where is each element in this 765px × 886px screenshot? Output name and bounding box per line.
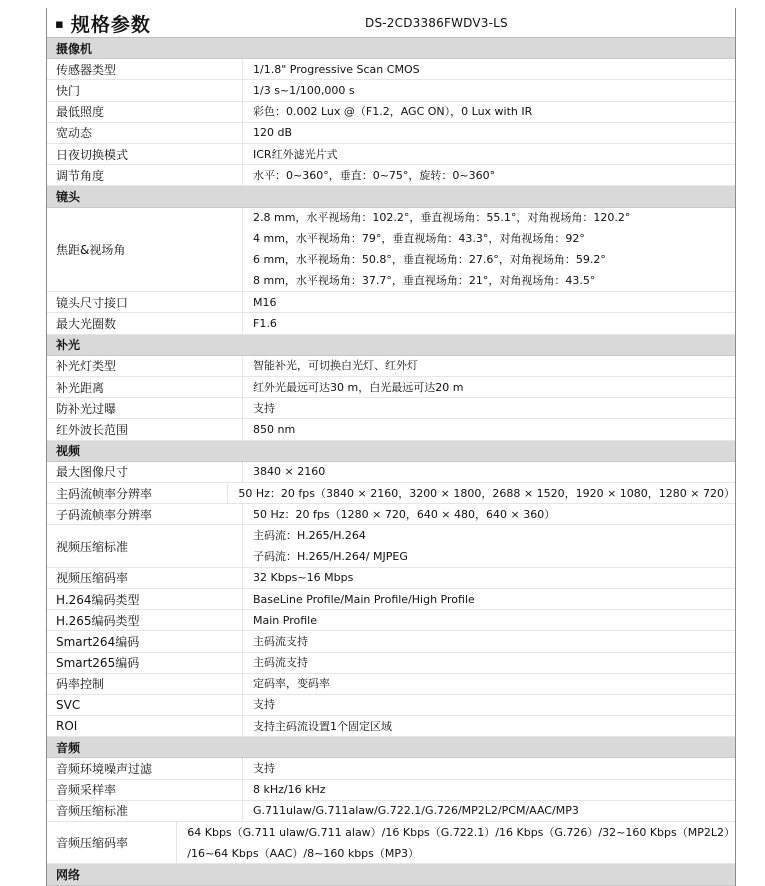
- spec-value: [243, 695, 735, 715]
- spec-row: [47, 208, 735, 293]
- page-title-text: 规格参数: [70, 14, 151, 36]
- spec-row: [47, 80, 735, 101]
- spec-label: 传感器类型: [47, 59, 243, 79]
- spec-value-line: 4 mm，水平视场角：79°，垂直视场角：43.3°，对角视场角：92°: [253, 232, 585, 246]
- spec-row: [47, 589, 735, 610]
- spec-value: [243, 313, 735, 333]
- spec-value: [243, 525, 735, 566]
- spec-value: [243, 801, 735, 821]
- spec-row: [47, 123, 735, 144]
- spec-row: [47, 653, 735, 674]
- spec-value: [243, 398, 735, 418]
- spec-value: [243, 208, 735, 292]
- bullet-icon: ▪: [55, 17, 65, 32]
- spec-row: [47, 292, 735, 313]
- spec-value: [243, 292, 735, 312]
- spec-value: [243, 123, 735, 143]
- spec-label: Smart264编码: [47, 631, 243, 651]
- spec-label: 音频压缩标准: [47, 801, 243, 821]
- spec-value: [243, 462, 735, 482]
- spec-value: [243, 144, 735, 164]
- spec-value-line: 50 Hz：20 fps（3840 × 2160，3200 × 1800，2688 × 1520，1920 × 1080，1280 × 720）: [238, 486, 735, 500]
- spec-label: 子码流帧率分辨率: [47, 504, 243, 524]
- spec-value-line: 32 Kbps~16 Mbps: [253, 571, 354, 585]
- spec-value-line: 支持: [253, 698, 275, 712]
- spec-label: 补光灯类型: [47, 356, 243, 376]
- spec-value-line: ICR红外滤光片式: [253, 147, 338, 161]
- section-header: 摄像机: [47, 38, 735, 59]
- spec-row: [47, 462, 735, 483]
- spec-row: [47, 165, 735, 186]
- spec-label: 快门: [47, 80, 243, 100]
- model-number: DS-2CD3386FWDV3-LS: [365, 16, 508, 30]
- spec-row: [47, 695, 735, 716]
- spec-label: 视频压缩码率: [47, 568, 243, 588]
- spec-label: 音频环境噪声过滤: [47, 758, 243, 778]
- spec-row: [47, 419, 735, 440]
- spec-label: 调节角度: [47, 165, 243, 185]
- spec-value-line: 1/3 s~1/100,000 s: [253, 83, 355, 97]
- spec-label: ROI: [47, 716, 243, 736]
- spec-label: 补光距离: [47, 377, 243, 397]
- section-header: 镜头: [47, 186, 735, 207]
- spec-label: 宽动态: [47, 123, 243, 143]
- spec-label: SVC: [47, 695, 243, 715]
- spec-value-line: 64 Kbps（G.711 ulaw/G.711 alaw）/16 Kbps（G.722.1）/16 Kbps（G.726）/32~160 Kbps（MP2L2）: [187, 825, 735, 839]
- spec-row: [47, 377, 735, 398]
- spec-value-line: Main Profile: [253, 613, 317, 627]
- spec-value-line: 支持: [253, 401, 275, 415]
- spec-table: [47, 38, 735, 886]
- spec-value-line: 子码流：H.265/H.264/ MJPEG: [253, 550, 408, 564]
- spec-value-line: /16~64 Kbps（AAC）/8~160 kbps（MP3）: [187, 846, 420, 860]
- spec-value: [243, 165, 735, 185]
- spec-row: [47, 631, 735, 652]
- spec-label: 音频压缩码率: [47, 822, 177, 863]
- spec-value-line: G.711ulaw/G.711alaw/G.722.1/G.726/MP2L2/PCM/AAC/MP3: [253, 804, 579, 818]
- spec-row: [47, 398, 735, 419]
- spec-value-line: 50 Hz：20 fps（1280 × 720，640 × 480，640 × 360）: [253, 507, 556, 521]
- spec-label: 镜头尺寸接口: [47, 292, 243, 312]
- spec-value: [243, 59, 735, 79]
- spec-value-line: 3840 × 2160: [253, 465, 326, 479]
- spec-row: [47, 102, 735, 123]
- spec-value-line: 定码率，变码率: [253, 677, 330, 691]
- spec-value-line: M16: [253, 295, 277, 309]
- spec-label: 焦距&视场角: [47, 208, 243, 292]
- spec-value-line: BaseLine Profile/Main Profile/High Profile: [253, 592, 475, 606]
- spec-row: [47, 483, 735, 504]
- spec-value: [243, 653, 735, 673]
- spec-value: [243, 589, 735, 609]
- spec-row: [47, 59, 735, 80]
- spec-value-line: 6 mm，水平视场角：50.8°，垂直视场角：27.6°，对角视场角：59.2°: [253, 253, 606, 267]
- spec-value: [243, 758, 735, 778]
- spec-value-line: 支持: [253, 762, 275, 776]
- spec-value-line: 120 dB: [253, 126, 293, 140]
- spec-row: [47, 674, 735, 695]
- spec-value: [243, 419, 735, 439]
- spec-value: [228, 483, 735, 503]
- spec-value-line: 智能补光，可切换白光灯、红外灯: [253, 359, 418, 373]
- spec-label: H.264编码类型: [47, 589, 243, 609]
- spec-value: [243, 568, 735, 588]
- spec-row: [47, 801, 735, 822]
- spec-value: [243, 80, 735, 100]
- section-header: 网络: [47, 864, 735, 885]
- spec-value: [243, 780, 735, 800]
- spec-header: [47, 8, 735, 38]
- spec-value-line: 2.8 mm，水平视场角：102.2°，垂直视场角：55.1°，对角视场角：120.2°: [253, 211, 631, 225]
- spec-value-line: 8 kHz/16 kHz: [253, 783, 326, 797]
- section-header: 补光: [47, 335, 735, 356]
- spec-row: [47, 356, 735, 377]
- spec-value: [243, 377, 735, 397]
- spec-row: [47, 822, 735, 864]
- spec-label: 最大图像尺寸: [47, 462, 243, 482]
- spec-row: [47, 504, 735, 525]
- spec-label: 日夜切换模式: [47, 144, 243, 164]
- spec-value-line: 1/1.8" Progressive Scan CMOS: [253, 62, 420, 76]
- spec-value-line: 红外光最远可达30 m，白光最远可达20 m: [253, 380, 464, 394]
- spec-row: [47, 568, 735, 589]
- spec-row: [47, 758, 735, 779]
- spec-value-line: 水平：0~360°，垂直：0~75°，旋转：0~360°: [253, 168, 496, 182]
- spec-row: [47, 610, 735, 631]
- spec-value-line: F1.6: [253, 317, 277, 331]
- spec-label: 最低照度: [47, 102, 243, 122]
- spec-sheet: [46, 8, 736, 886]
- spec-row: [47, 313, 735, 334]
- spec-value: [243, 102, 735, 122]
- spec-row: [47, 716, 735, 737]
- spec-label: 防补光过曝: [47, 398, 243, 418]
- spec-row: [47, 525, 735, 567]
- spec-value-line: 彩色：0.002 Lux @（F1.2，AGC ON），0 Lux with IR: [253, 105, 533, 119]
- spec-value: [243, 610, 735, 630]
- section-header: 视频: [47, 441, 735, 462]
- spec-value-line: 8 mm，水平视场角：37.7°，垂直视场角：21°，对角视场角：43.5°: [253, 274, 596, 288]
- spec-value: [243, 716, 735, 736]
- spec-value: [243, 504, 735, 524]
- spec-label: 主码流帧率分辨率: [47, 483, 228, 503]
- spec-label: 音频采样率: [47, 780, 243, 800]
- spec-label: 最大光圈数: [47, 313, 243, 333]
- page-title: [55, 10, 151, 37]
- spec-label: 视频压缩标准: [47, 525, 243, 566]
- spec-label: 码率控制: [47, 674, 243, 694]
- spec-value-line: 主码流支持: [253, 656, 308, 670]
- spec-value: [243, 631, 735, 651]
- spec-label: H.265编码类型: [47, 610, 243, 630]
- spec-value: [243, 356, 735, 376]
- spec-value: [177, 822, 735, 863]
- spec-label: 红外波长范围: [47, 419, 243, 439]
- spec-label: Smart265编码: [47, 653, 243, 673]
- spec-row: [47, 780, 735, 801]
- spec-value: [243, 674, 735, 694]
- spec-value-line: 主码流支持: [253, 634, 308, 648]
- spec-value-line: 850 nm: [253, 423, 296, 437]
- spec-value-line: 主码流：H.265/H.264: [253, 529, 366, 543]
- spec-value-line: 支持主码流设置1个固定区域: [253, 719, 392, 733]
- spec-row: [47, 144, 735, 165]
- section-header: 音频: [47, 737, 735, 758]
